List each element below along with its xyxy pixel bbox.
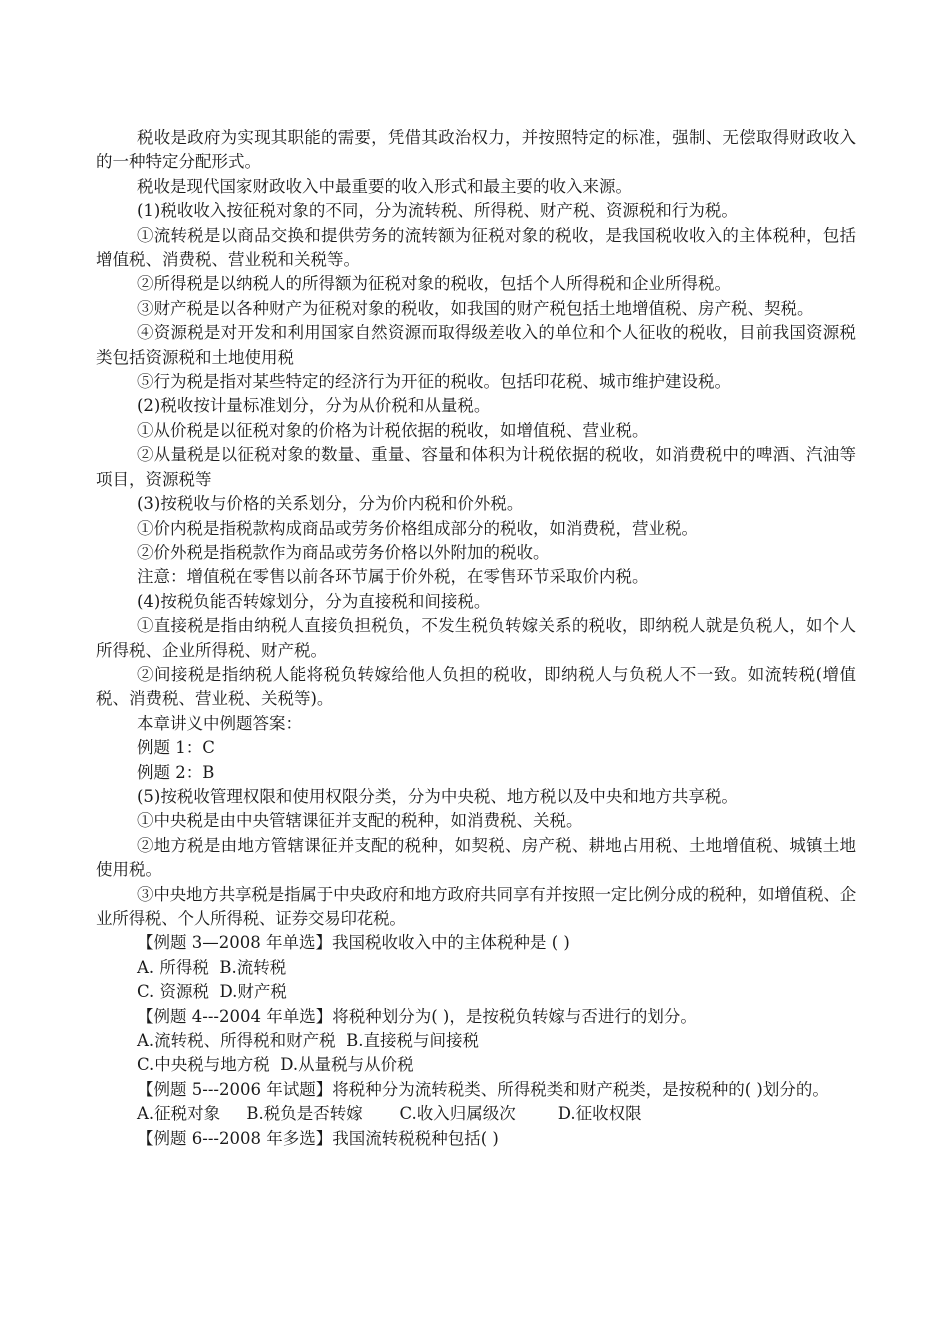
paragraph-classification-3: (3)按税收与价格的关系划分，分为价内税和价外税。: [137, 494, 524, 514]
document-body: [96, 126, 856, 1151]
paragraph-answer-2: 例题 2：B: [137, 762, 215, 782]
paragraph-example-6: 【例题 6---2008 年多选】我国流转税税种包括( ): [137, 1128, 499, 1148]
paragraph-classification-2: (2)税收按计量标准划分，分为从价税和从量税。: [137, 396, 491, 416]
paragraph-resource-tax: ④资源税是对开发和利用国家自然资源而取得级差收入的单位和个人征收的税收，目前我国资源税类包括资源税和土地使用税: [96, 323, 856, 367]
paragraph-example-5: 【例题 5---2006 年试题】将税种分为流转税类、所得税类和财产税类，是按税种的( )划分的。: [137, 1079, 829, 1099]
paragraph-classification-5: (5)按税收管理权限和使用权限分类，分为中央税、地方税以及中央和地方共享税。: [137, 786, 738, 806]
paragraph-example-4-options-ab: A.流转税、所得税和财产税 B.直接税与间接税: [137, 1031, 480, 1051]
paragraph-price-inclusive-tax: ①价内税是指税款构成商品或劳务价格组成部分的税收，如消费税，营业税。: [137, 518, 698, 538]
paragraph-property-tax: ③财产税是以各种财产为征税对象的税收，如我国的财产税包括土地增值税、房产税、契税。: [137, 298, 814, 318]
paragraph-example-3-options-ab: A. 所得税 B.流转税: [137, 957, 287, 977]
paragraph-behavior-tax: ⑤行为税是指对某些特定的经济行为开征的税收。包括印花税、城市维护建设税。: [137, 372, 731, 392]
paragraph-classification-1: (1)税收收入按征税对象的不同，分为流转税、所得税、财产税、资源税和行为税。: [137, 201, 738, 221]
paragraph-turnover-tax: ①流转税是以商品交换和提供劳务的流转额为征税对象的税收，是我国税收收入的主体税种，包括增值税、消费税、营业税和关税等。: [96, 225, 856, 270]
paragraph-definition: 税收是政府为实现其职能的需要，凭借其政治权力，并按照特定的标准，强制、无偿取得财政收入的一种特定分配形式。: [96, 128, 856, 172]
paragraph-indirect-tax: ②间接税是指纳税人能将税负转嫁给他人负担的税收，即纳税人与负税人不一致。如流转税(增值税、消费税、营业税、关税等)。: [96, 664, 856, 709]
paragraph-importance: 税收是现代国家财政收入中最重要的收入形式和最主要的收入来源。: [137, 176, 632, 196]
paragraph-ad-valorem-tax: ①从价税是以征税对象的价格为计税依据的税收，如增值税、营业税。: [137, 420, 649, 440]
paragraph-shared-tax: ③中央地方共享税是指属于中央政府和地方政府共同享有并按照一定比例分成的税种，如增值税、企业所得税、个人所得税、证券交易印花税。: [96, 884, 856, 928]
paragraph-example-5-options: A.征税对象 B.税负是否转嫁 C.收入归属级次 D.征收权限: [137, 1104, 642, 1124]
paragraph-answers-heading: 本章讲义中例题答案：: [137, 713, 302, 733]
paragraph-example-3: 【例题 3—2008 年单选】我国税收收入中的主体税种是 ( ): [137, 933, 570, 953]
paragraph-local-tax: ②地方税是由地方管辖课征并支配的税种，如契税、房产税、耕地占用税、土地增值税、城镇土地使用税。: [96, 835, 856, 880]
paragraph-specific-tax: ②从量税是以征税对象的数量、重量、容量和体积为计税依据的税收，如消费税中的啤酒、汽油等项目，资源税等: [96, 445, 856, 489]
paragraph-income-tax: ②所得税是以纳税人的所得额为征税对象的税收，包括个人所得税和企业所得税。: [137, 274, 731, 294]
paragraph-direct-tax: ①直接税是指由纳税人直接负担税负，不发生税负转嫁关系的税收，即纳税人就是负税人，如个人所得税、企业所得税、财产税。: [96, 616, 856, 660]
paragraph-example-4: 【例题 4---2004 年单选】将税种划分为( )，是按税负转嫁与否进行的划分。: [137, 1006, 697, 1026]
paragraph-classification-4: (4)按税负能否转嫁划分，分为直接税和间接税。: [137, 591, 491, 611]
paragraph-note: 注意：增值税在零售以前各环节属于价外税，在零售环节采取价内税。: [137, 567, 649, 587]
paragraph-example-4-options-cd: C.中央税与地方税 D.从量税与从价税: [137, 1055, 414, 1075]
paragraph-answer-1: 例题 1：C: [137, 738, 215, 758]
paragraph-example-3-options-cd: C. 资源税 D.财产税: [137, 982, 287, 1002]
paragraph-central-tax: ①中央税是由中央管辖课征并支配的税种，如消费税、关税。: [137, 811, 583, 831]
paragraph-price-exclusive-tax: ②价外税是指税款作为商品或劳务价格以外附加的税收。: [137, 542, 550, 562]
